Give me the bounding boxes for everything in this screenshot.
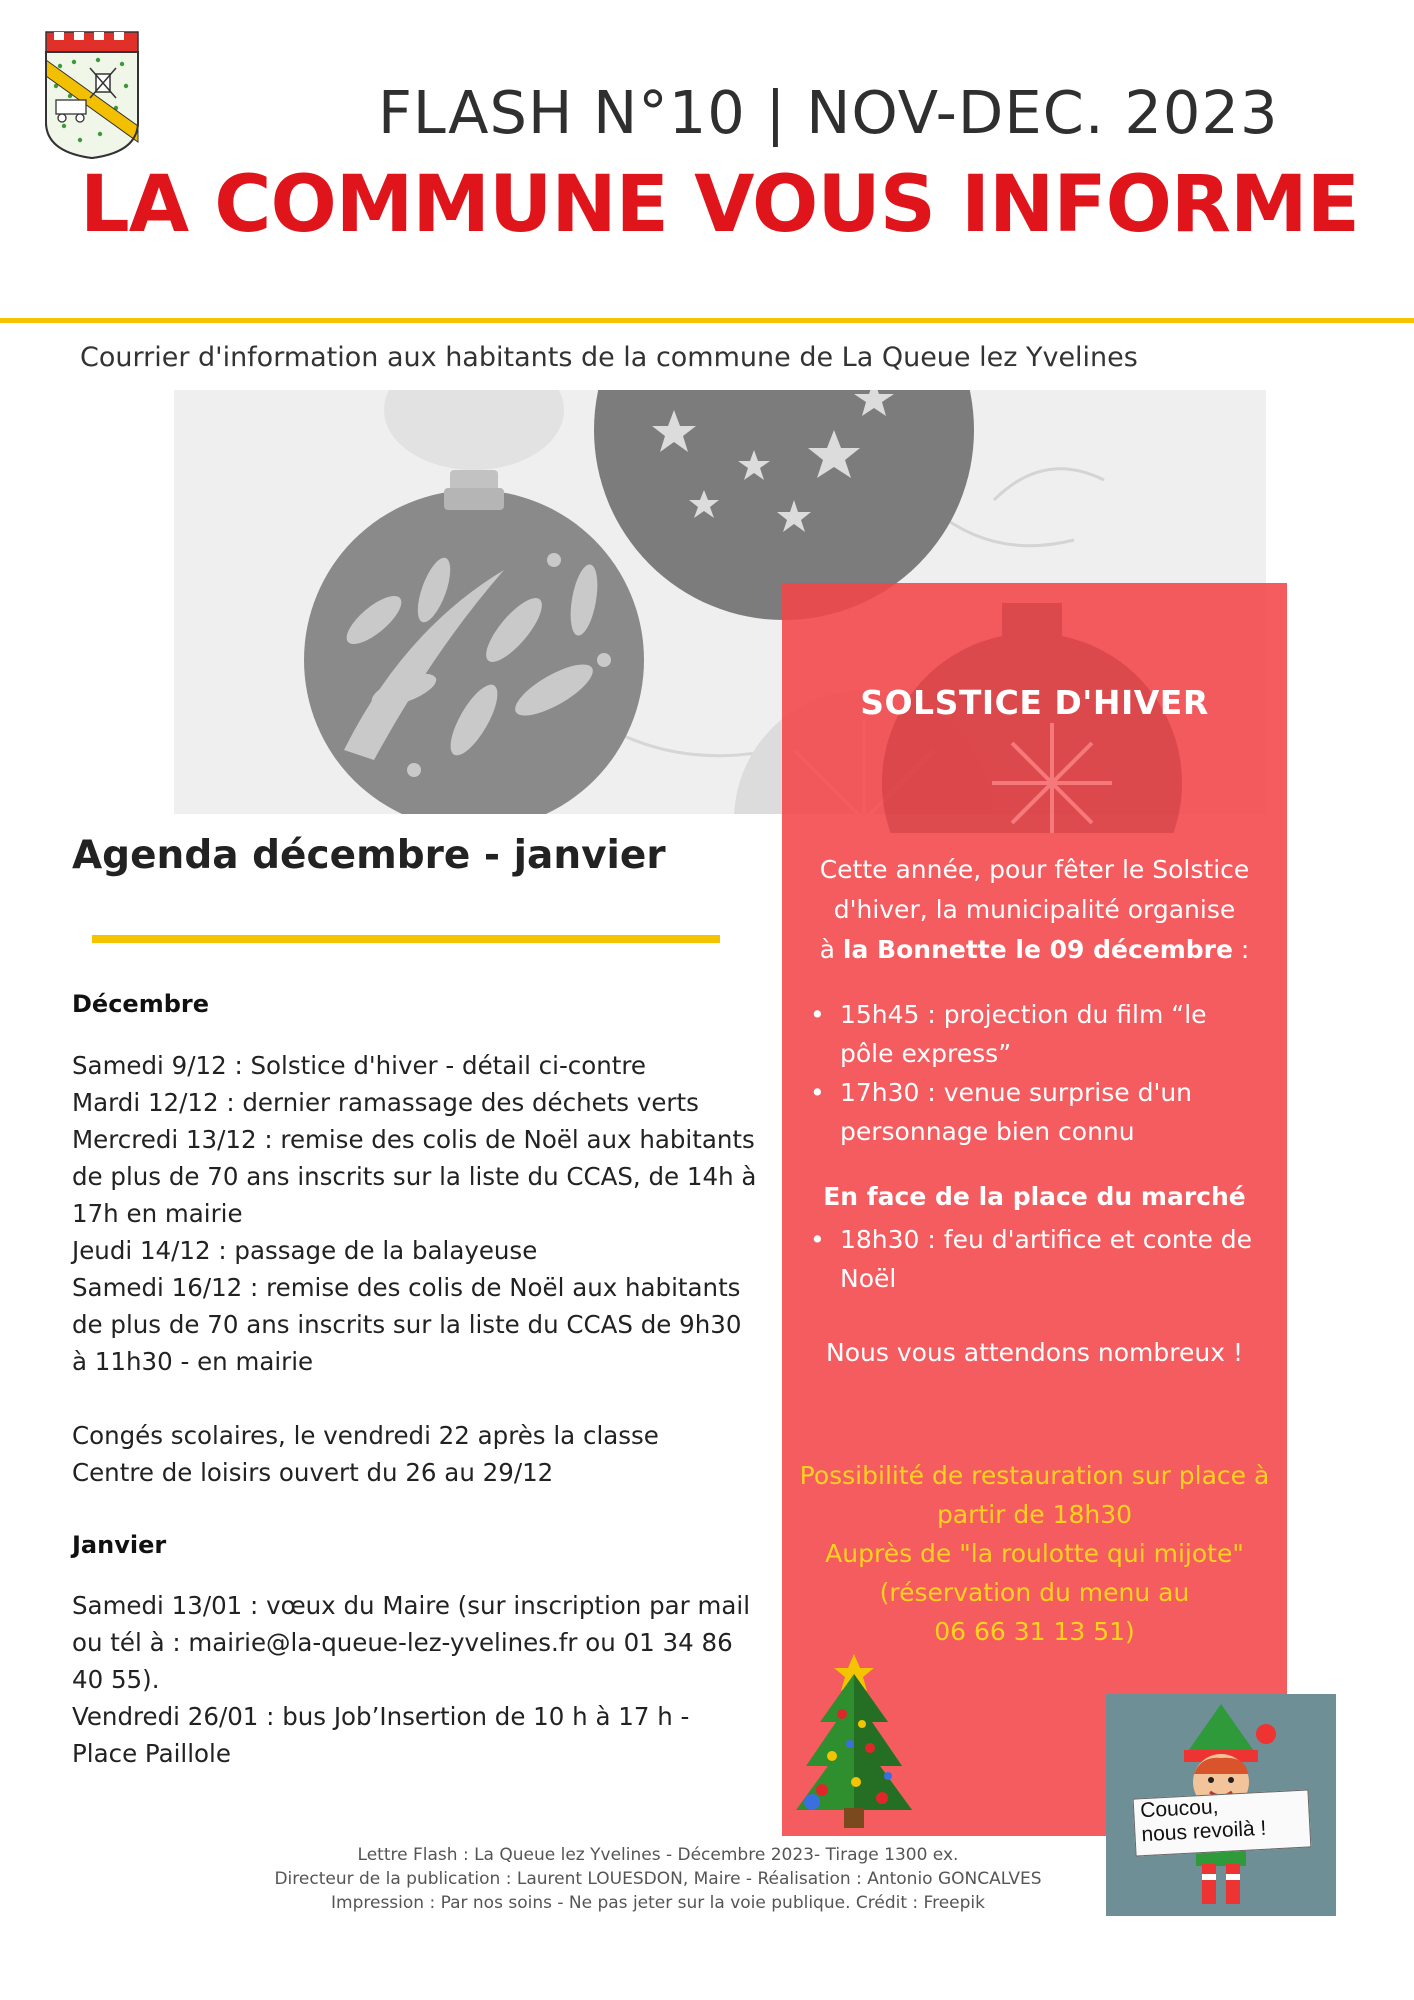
newsletter-subtitle: Courrier d'information aux habitants de la commune de La Queue lez Yvelines xyxy=(80,342,1138,373)
footer xyxy=(240,1843,1076,1915)
elf-sign xyxy=(1133,1789,1312,1856)
solstice-intro-line3 xyxy=(812,930,1257,970)
solstice-schedule-list xyxy=(796,995,1266,1151)
solstice-panel xyxy=(782,583,1287,1836)
list-item: • 18h30 : feu d'artifice et conte de Noël xyxy=(796,1220,1266,1298)
january-list xyxy=(72,1587,762,1772)
agenda-item: Mercredi 13/12 : remise des colis de Noël aux habitants de plus de 70 ans inscrits sur la liste du CCAS, de 14h à 17h en mairie xyxy=(72,1125,757,1228)
agenda-divider xyxy=(92,935,720,943)
footer-line3: Impression : Par nos soins - Ne pas jeter sur la voie publique. Crédit : Freepik xyxy=(331,1893,985,1913)
solstice-intro-suffix: : xyxy=(1232,935,1250,964)
solstice-intro-line1: Cette année, pour fêter le Solstice xyxy=(819,855,1250,884)
agenda-item: Samedi 13/01 : vœux du Maire (sur inscription par mail ou tél à : mairie@la-queue-lez-yvelines.fr ou 01 34 86 40 55). xyxy=(72,1591,751,1694)
conges-line: Congés scolaires, le vendredi 22 après la classe xyxy=(72,1421,659,1450)
footer-line2: Directeur de la publication : Laurent LOUESDON, Maire - Réalisation : Antonio GONCALVES xyxy=(274,1869,1042,1889)
agenda-item: Samedi 9/12 : Solstice d'hiver - détail ci-contre xyxy=(72,1051,647,1080)
solstice-place-heading: En face de la place du marché xyxy=(823,1182,1246,1211)
school-holidays-info xyxy=(72,1417,762,1491)
page-title: LA COMMUNE VOUS INFORME xyxy=(80,160,1359,250)
christmas-tree-icon xyxy=(792,1652,916,1830)
flash-issue-title: FLASH N°10 | NOV-DEC. 2023 xyxy=(378,78,1279,147)
restauration-line: Possibilité de restauration sur place à xyxy=(799,1461,1270,1490)
elf-sign-line2: nous revoilà ! xyxy=(1140,1816,1267,1847)
agenda-title: Agenda décembre - janvier xyxy=(72,833,666,878)
agenda-item: Samedi 16/12 : remise des colis de Noël aux habitants de plus de 70 ans inscrits sur la liste du CCAS de 9h30 à 11h30 - en mairie xyxy=(72,1273,742,1376)
solstice-location-date: la Bonnette le 09 décembre xyxy=(842,935,1233,964)
footer-line1: Lettre Flash : La Queue lez Yvelines - Décembre 2023- Tirage 1300 ex. xyxy=(357,1845,959,1865)
solstice-title: SOLSTICE D'HIVER xyxy=(860,683,1209,722)
elf-illustration xyxy=(1106,1694,1336,1916)
restauration-line: Auprès de "la roulotte qui mijote" xyxy=(825,1539,1244,1568)
restauration-info xyxy=(792,1456,1277,1651)
december-list xyxy=(72,1047,762,1380)
solstice-place-list xyxy=(796,1220,1266,1298)
solstice-intro-line2: d'hiver, la municipalité organise xyxy=(833,895,1236,924)
elf-sign-line1: Coucou, xyxy=(1139,1795,1219,1823)
restauration-line: 06 66 31 13 51) xyxy=(934,1617,1135,1646)
restauration-line: (réservation du menu au xyxy=(879,1578,1190,1607)
restauration-line: partir de 18h30 xyxy=(936,1500,1133,1529)
agenda-item: Vendredi 26/01 : bus Job’Insertion de 10 h à 17 h - Place Paillole xyxy=(72,1702,690,1768)
solstice-intro-prefix: à xyxy=(819,935,843,964)
solstice-intro xyxy=(812,850,1257,970)
agenda-item: Jeudi 14/12 : passage de la balayeuse xyxy=(72,1236,538,1265)
list-item: • 17h30 : venue surprise d'un personnage bien connu xyxy=(796,1073,1266,1151)
agenda-item: Mardi 12/12 : dernier ramassage des déchets verts xyxy=(72,1088,699,1117)
solstice-closing: Nous vous attendons nombreux ! xyxy=(826,1338,1243,1367)
december-heading: Décembre xyxy=(72,990,210,1018)
commune-crest-logo xyxy=(40,30,144,160)
january-heading: Janvier xyxy=(72,1531,167,1559)
header-divider xyxy=(0,318,1414,323)
centre-loisirs-line: Centre de loisirs ouvert du 26 au 29/12 xyxy=(72,1458,554,1487)
list-item: • 15h45 : projection du film “le pôle express” xyxy=(796,995,1266,1073)
